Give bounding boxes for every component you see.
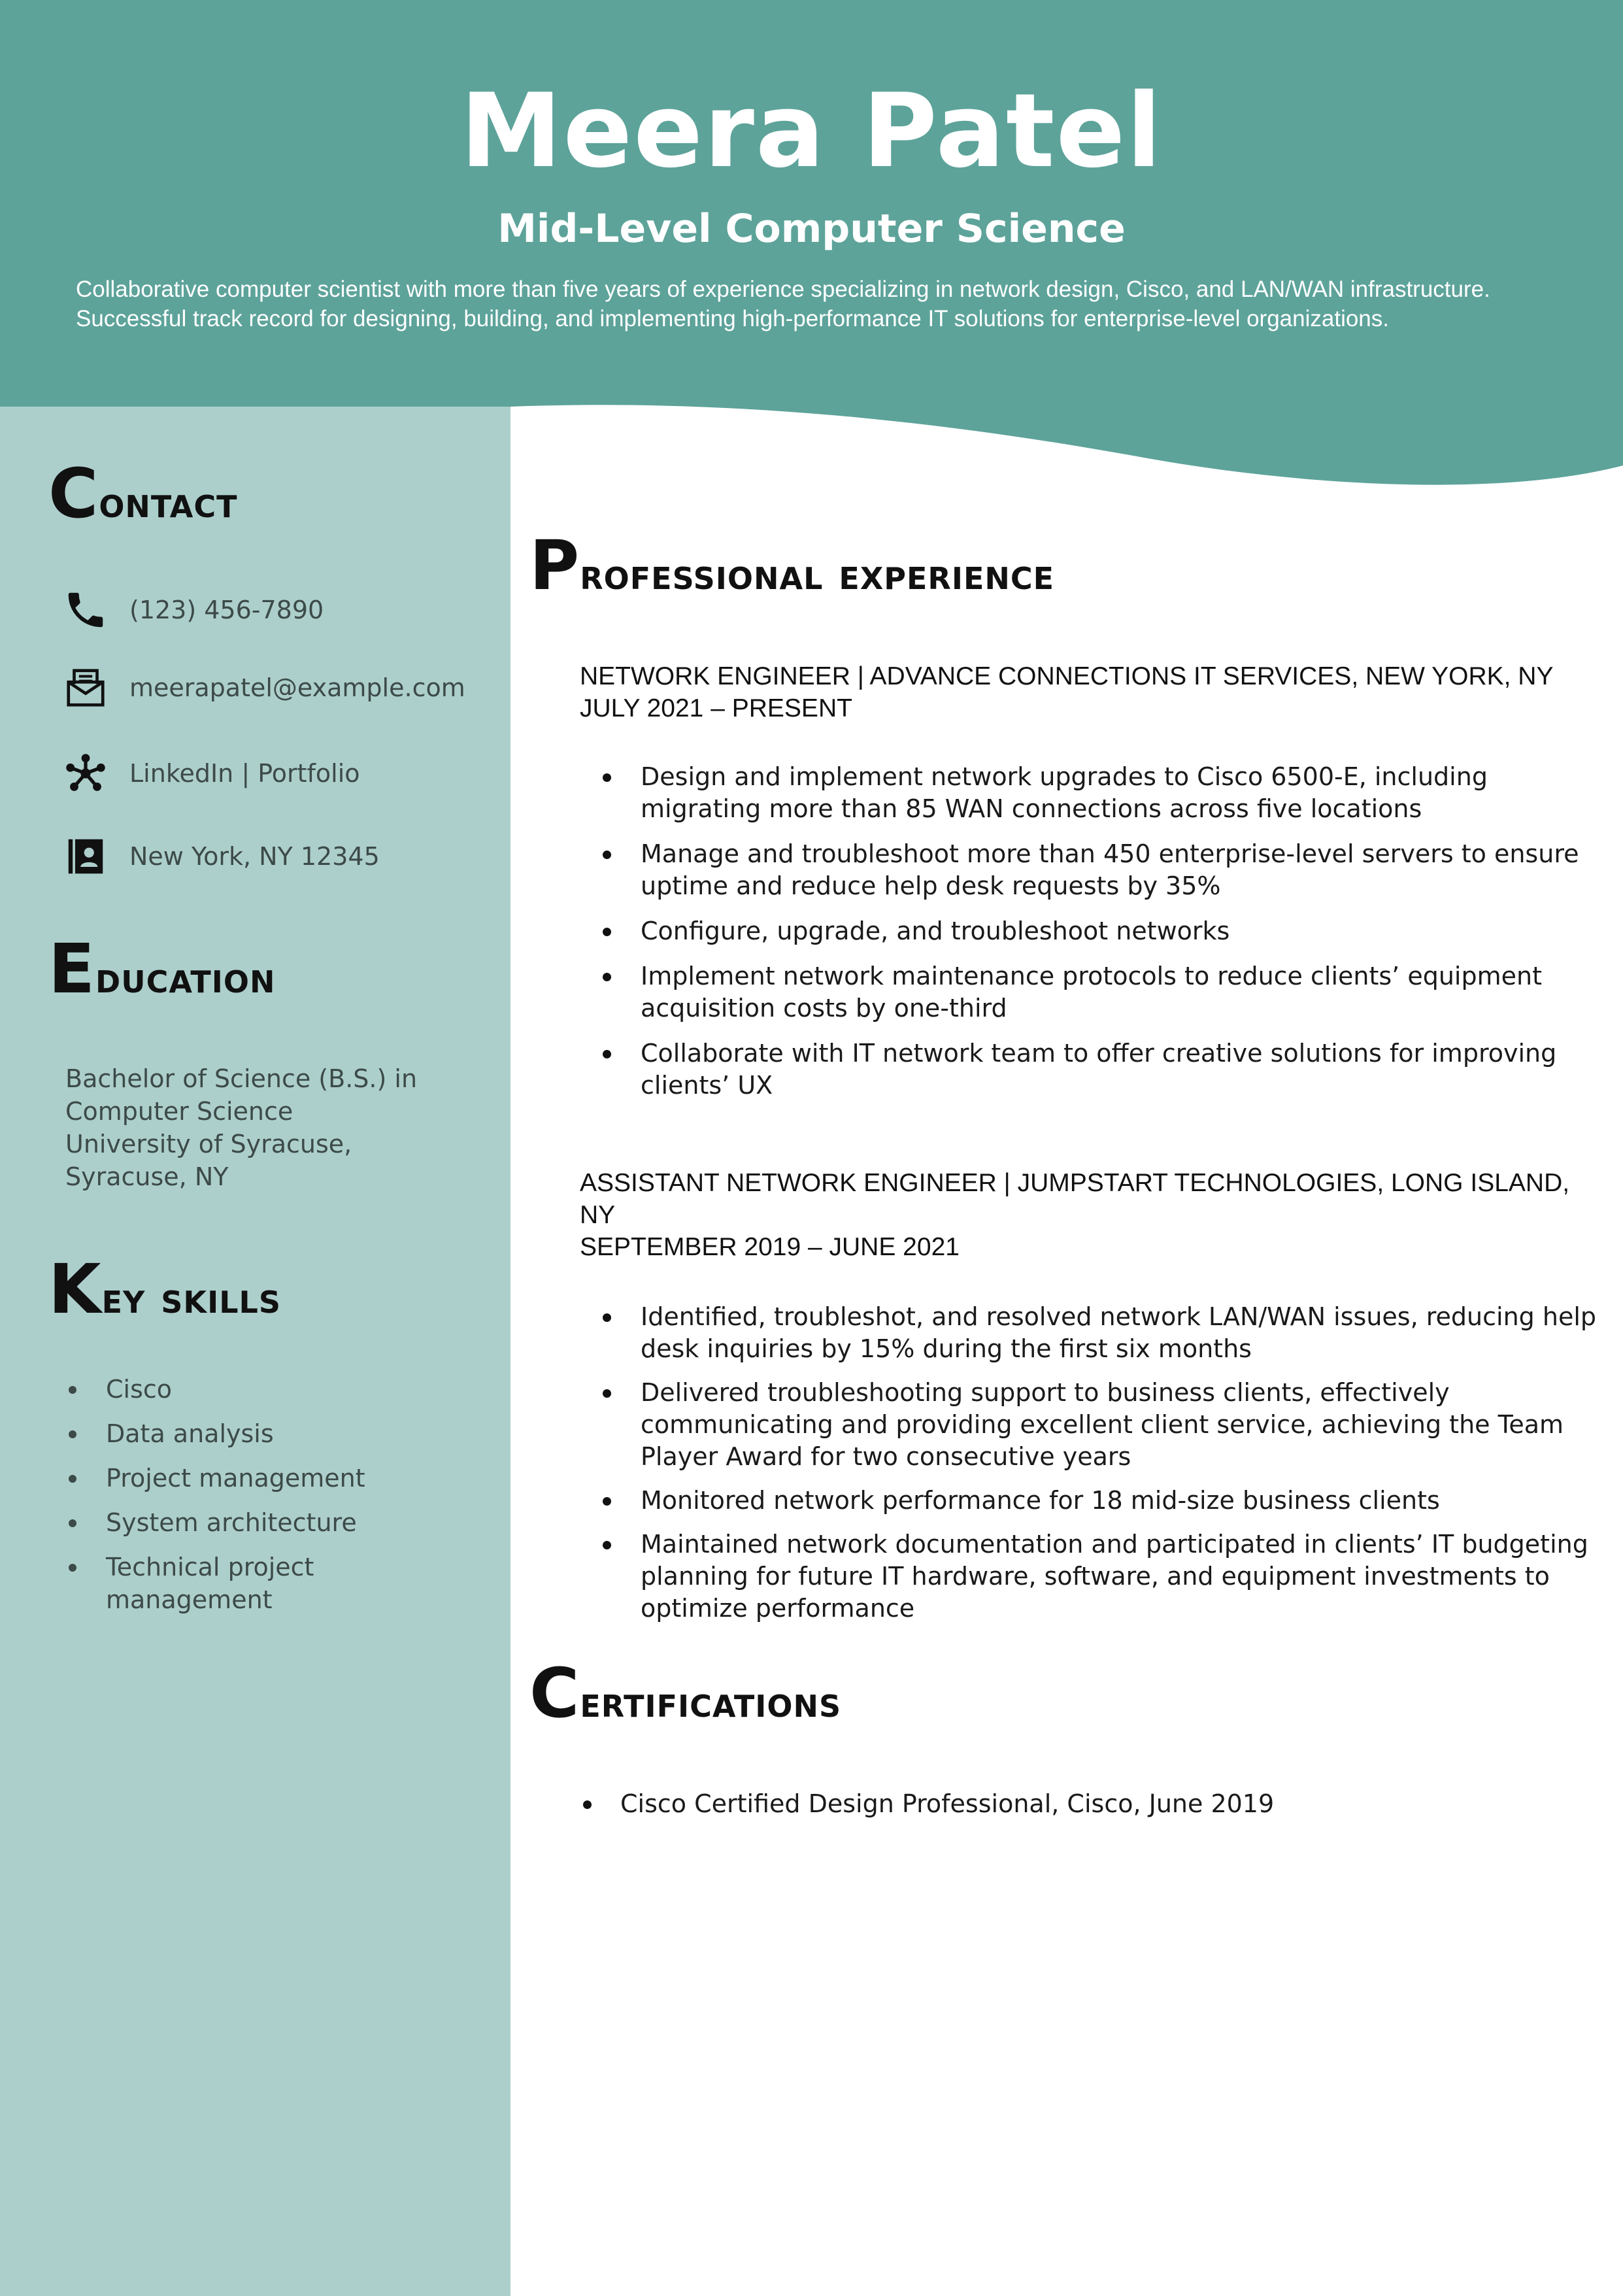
skills-heading: Key skills (48, 1249, 281, 1329)
degree-line-1: Bachelor of Science (B.S.) in (65, 1064, 418, 1093)
candidate-title: Mid-Level Computer Science (497, 206, 1126, 252)
job-1-title: NETWORK ENGINEER | ADVANCE CONNECTIONS IT SERVICES, NEW YORK, NY (580, 662, 1554, 690)
email-address[interactable]: meerapatel@example.com (129, 673, 465, 702)
list-item: Cisco Certified Design Professional, Cisco, June 2019 (580, 1788, 1599, 1820)
contact-links (63, 747, 360, 800)
list-item: Implement network maintenance protocols to reduce clients’ equipment acquisition costs by one-third (580, 960, 1599, 1024)
skill-item: Technical project management (65, 1551, 458, 1616)
job-1-dates: JULY 2021 – PRESENT (580, 694, 852, 722)
header (0, 0, 1623, 366)
location-text: New York, NY 12345 (129, 842, 380, 871)
job-2-bullets (580, 1301, 1599, 1625)
contact-location (63, 830, 380, 883)
network-icon (63, 751, 109, 796)
list-item: Design and implement network upgrades to Cisco 6500-E, including migrating more than 85 WAN connections across five locations (580, 761, 1599, 825)
phone-number[interactable]: (123) 456-7890 (129, 596, 324, 624)
contact-phone (63, 584, 324, 636)
profile-links[interactable]: LinkedIn | Portfolio (129, 759, 360, 788)
list-item: Monitored network performance for 18 mid-size business clients (580, 1485, 1599, 1517)
list-item: Configure, upgrade, and troubleshoot networks (580, 915, 1599, 947)
job-2-title: ASSISTANT NETWORK ENGINEER | JUMPSTART TECHNOLOGIES, LONG ISLAND, NY (580, 1169, 1570, 1229)
certifications-list (580, 1788, 1599, 1820)
skill-item: Cisco (65, 1373, 458, 1406)
contact-heading: Contact (48, 454, 238, 533)
list-item: Manage and troubleshoot more than 450 enterprise-level servers to ensure uptime and reduce help desk requests by 35% (580, 838, 1599, 902)
list-item: Identified, troubleshot, and resolved network LAN/WAN issues, reducing help desk inquiries by 15% during the first six months (580, 1301, 1599, 1365)
skills-list (65, 1373, 458, 1628)
candidate-name: Meera Patel (460, 71, 1163, 190)
skill-item: Data analysis (65, 1417, 458, 1450)
list-item: Collaborate with IT network team to offer creative solutions for improving clients’ UX (580, 1038, 1599, 1102)
list-item: Maintained network documentation and participated in clients’ IT budgeting planning for future IT hardware, software, and equipment investments to optimize performance (580, 1528, 1599, 1625)
email-icon (63, 665, 109, 711)
experience-heading: Professional experience (529, 526, 1055, 605)
summary-text: Collaborative computer scientist with more than five years of experience specializing in network design, Cisco, and LAN/WAN infrastructure. Successful track record for designing, building, and implementing high-performance IT solutions for enterprise-level organizations. (76, 277, 1490, 331)
phone-icon (63, 587, 109, 633)
degree-line-2: Computer Science (65, 1097, 293, 1126)
contact-email (63, 662, 465, 714)
certifications-heading: Certifications (529, 1653, 842, 1733)
education-heading: Education (48, 929, 276, 1009)
education-details (65, 1062, 458, 1193)
school-location: Syracuse, NY (65, 1162, 229, 1191)
job-2-header (580, 1167, 1599, 1263)
skill-item: Project management (65, 1462, 458, 1494)
skill-item: System architecture (65, 1506, 458, 1539)
job-1-header (580, 660, 1599, 724)
list-item: Delivered troubleshooting support to business clients, effectively communicating and providing excellent client service, achieving the Team Player Award for two consecutive years (580, 1377, 1599, 1473)
job-2-dates: SEPTEMBER 2019 – JUNE 2021 (580, 1233, 960, 1261)
address-card-icon (63, 834, 109, 879)
job-1-bullets (580, 761, 1599, 1102)
school-line: University of Syracuse, (65, 1130, 352, 1158)
